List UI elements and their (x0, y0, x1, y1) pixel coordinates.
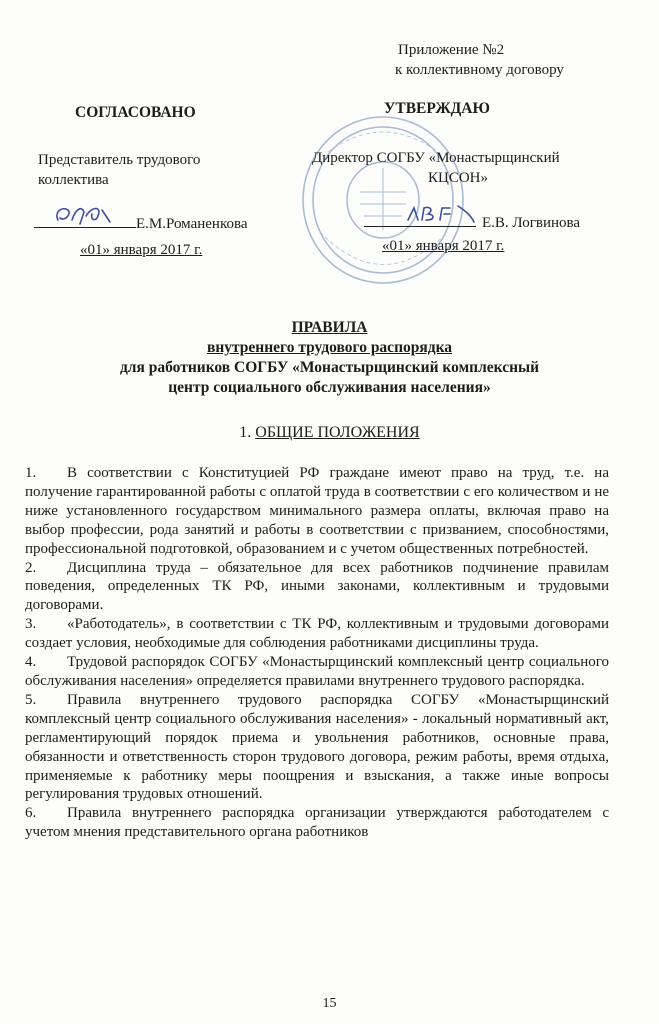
approval-right-title: УТВЕРЖДАЮ (384, 100, 490, 117)
title-line-3: для работников СОГБУ «Монастырщинский комплексный (119, 359, 540, 376)
representative-position-line-1: Представитель трудового (38, 152, 201, 168)
title-line-2: внутреннего трудового распорядка (206, 339, 453, 356)
paragraph-text: Правила внутреннего распорядка организации утверждаются работодателем с учетом мнения представительного органа работников (25, 805, 609, 841)
approval-date-left: «01» января 2017 г. (80, 242, 203, 258)
paragraph-number: 5. (25, 691, 37, 708)
annex-note (395, 40, 564, 80)
director-position-line-1: Директор СОГБУ «Монастырщинский (312, 150, 560, 166)
paragraph (25, 691, 609, 804)
representative-signature (52, 202, 122, 228)
section-title: ОБЩИЕ ПОЛОЖЕНИЯ (255, 424, 420, 441)
paragraph (25, 559, 609, 616)
approval-date-right: «01» января 2017 г. (382, 238, 505, 254)
paragraph (25, 464, 609, 559)
paragraph (25, 615, 609, 653)
paragraph (25, 804, 609, 842)
paragraph-text: «Работодатель», в соответствии с ТК РФ, коллективным и трудовыми договорами создает условия, необходимые для соблюдения работниками дисциплины труда. (25, 616, 609, 652)
approval-left-title: СОГЛАСОВАНО (75, 104, 196, 121)
body-text (25, 464, 609, 842)
director-position-line-2: КЦСОН» (428, 170, 489, 186)
annex-line-1: Приложение №2 (398, 42, 505, 58)
director-signature (404, 200, 478, 228)
paragraph-text: Дисциплина труда – обязательное для всех работников подчинение правилам поведения, определенных ТК РФ, иными законами, коллективным и трудовыми договорами. (25, 559, 609, 614)
paragraph-number: 4. (25, 654, 37, 671)
document-title (0, 318, 659, 398)
section-heading (0, 424, 659, 442)
paragraph-number: 3. (25, 616, 37, 633)
paragraph (25, 653, 609, 691)
representative-position-line-2: коллектива (38, 172, 109, 188)
annex-line-2: к коллективному договору (395, 62, 564, 78)
paragraph-text: В соответствии с Конституцией РФ граждане имеют право на труд, т.е. на получение гарантированной работы с оплатой труда в соответствии с его количеством и не ниже установленного государством минимального размера оплаты, включая право на выбор профессии, рода занятий и работы в соответствии с призванием, способностями, профессиональной подготовкой, образованием и с учетом общественных потребностей. (25, 465, 609, 557)
title-line-1: ПРАВИЛА (291, 319, 368, 336)
page-number: 15 (322, 996, 337, 1011)
paragraph-number: 6. (25, 805, 37, 822)
representative-name: Е.М.Романенкова (136, 216, 248, 232)
paragraph-number: 2. (25, 559, 37, 576)
title-line-4: центр социального обслуживания населения» (168, 379, 491, 396)
paragraph-number: 1. (25, 465, 37, 481)
section-number: 1. (239, 424, 256, 441)
director-name: Е.В. Логвинова (482, 215, 581, 231)
paragraph-text: Правила внутреннего трудового распорядка СОГБУ «Монастырщинский комплексный центр социального обслуживания населения» - локальный нормативный акт, регламентирующий порядок приема и увольнения работников, основные права, обязанности и ответственность сторон трудового договора, режим работы, время отдыха, применяемые к работнику меры поощрения и взыскания, а также иные вопросы регулирования трудовых отношений. (25, 691, 609, 803)
paragraph-text: Трудовой распорядок СОГБУ «Монастырщинский комплексный центр социального обслуживания населения» определяется правилами внутреннего трудового распорядка. (25, 654, 609, 689)
